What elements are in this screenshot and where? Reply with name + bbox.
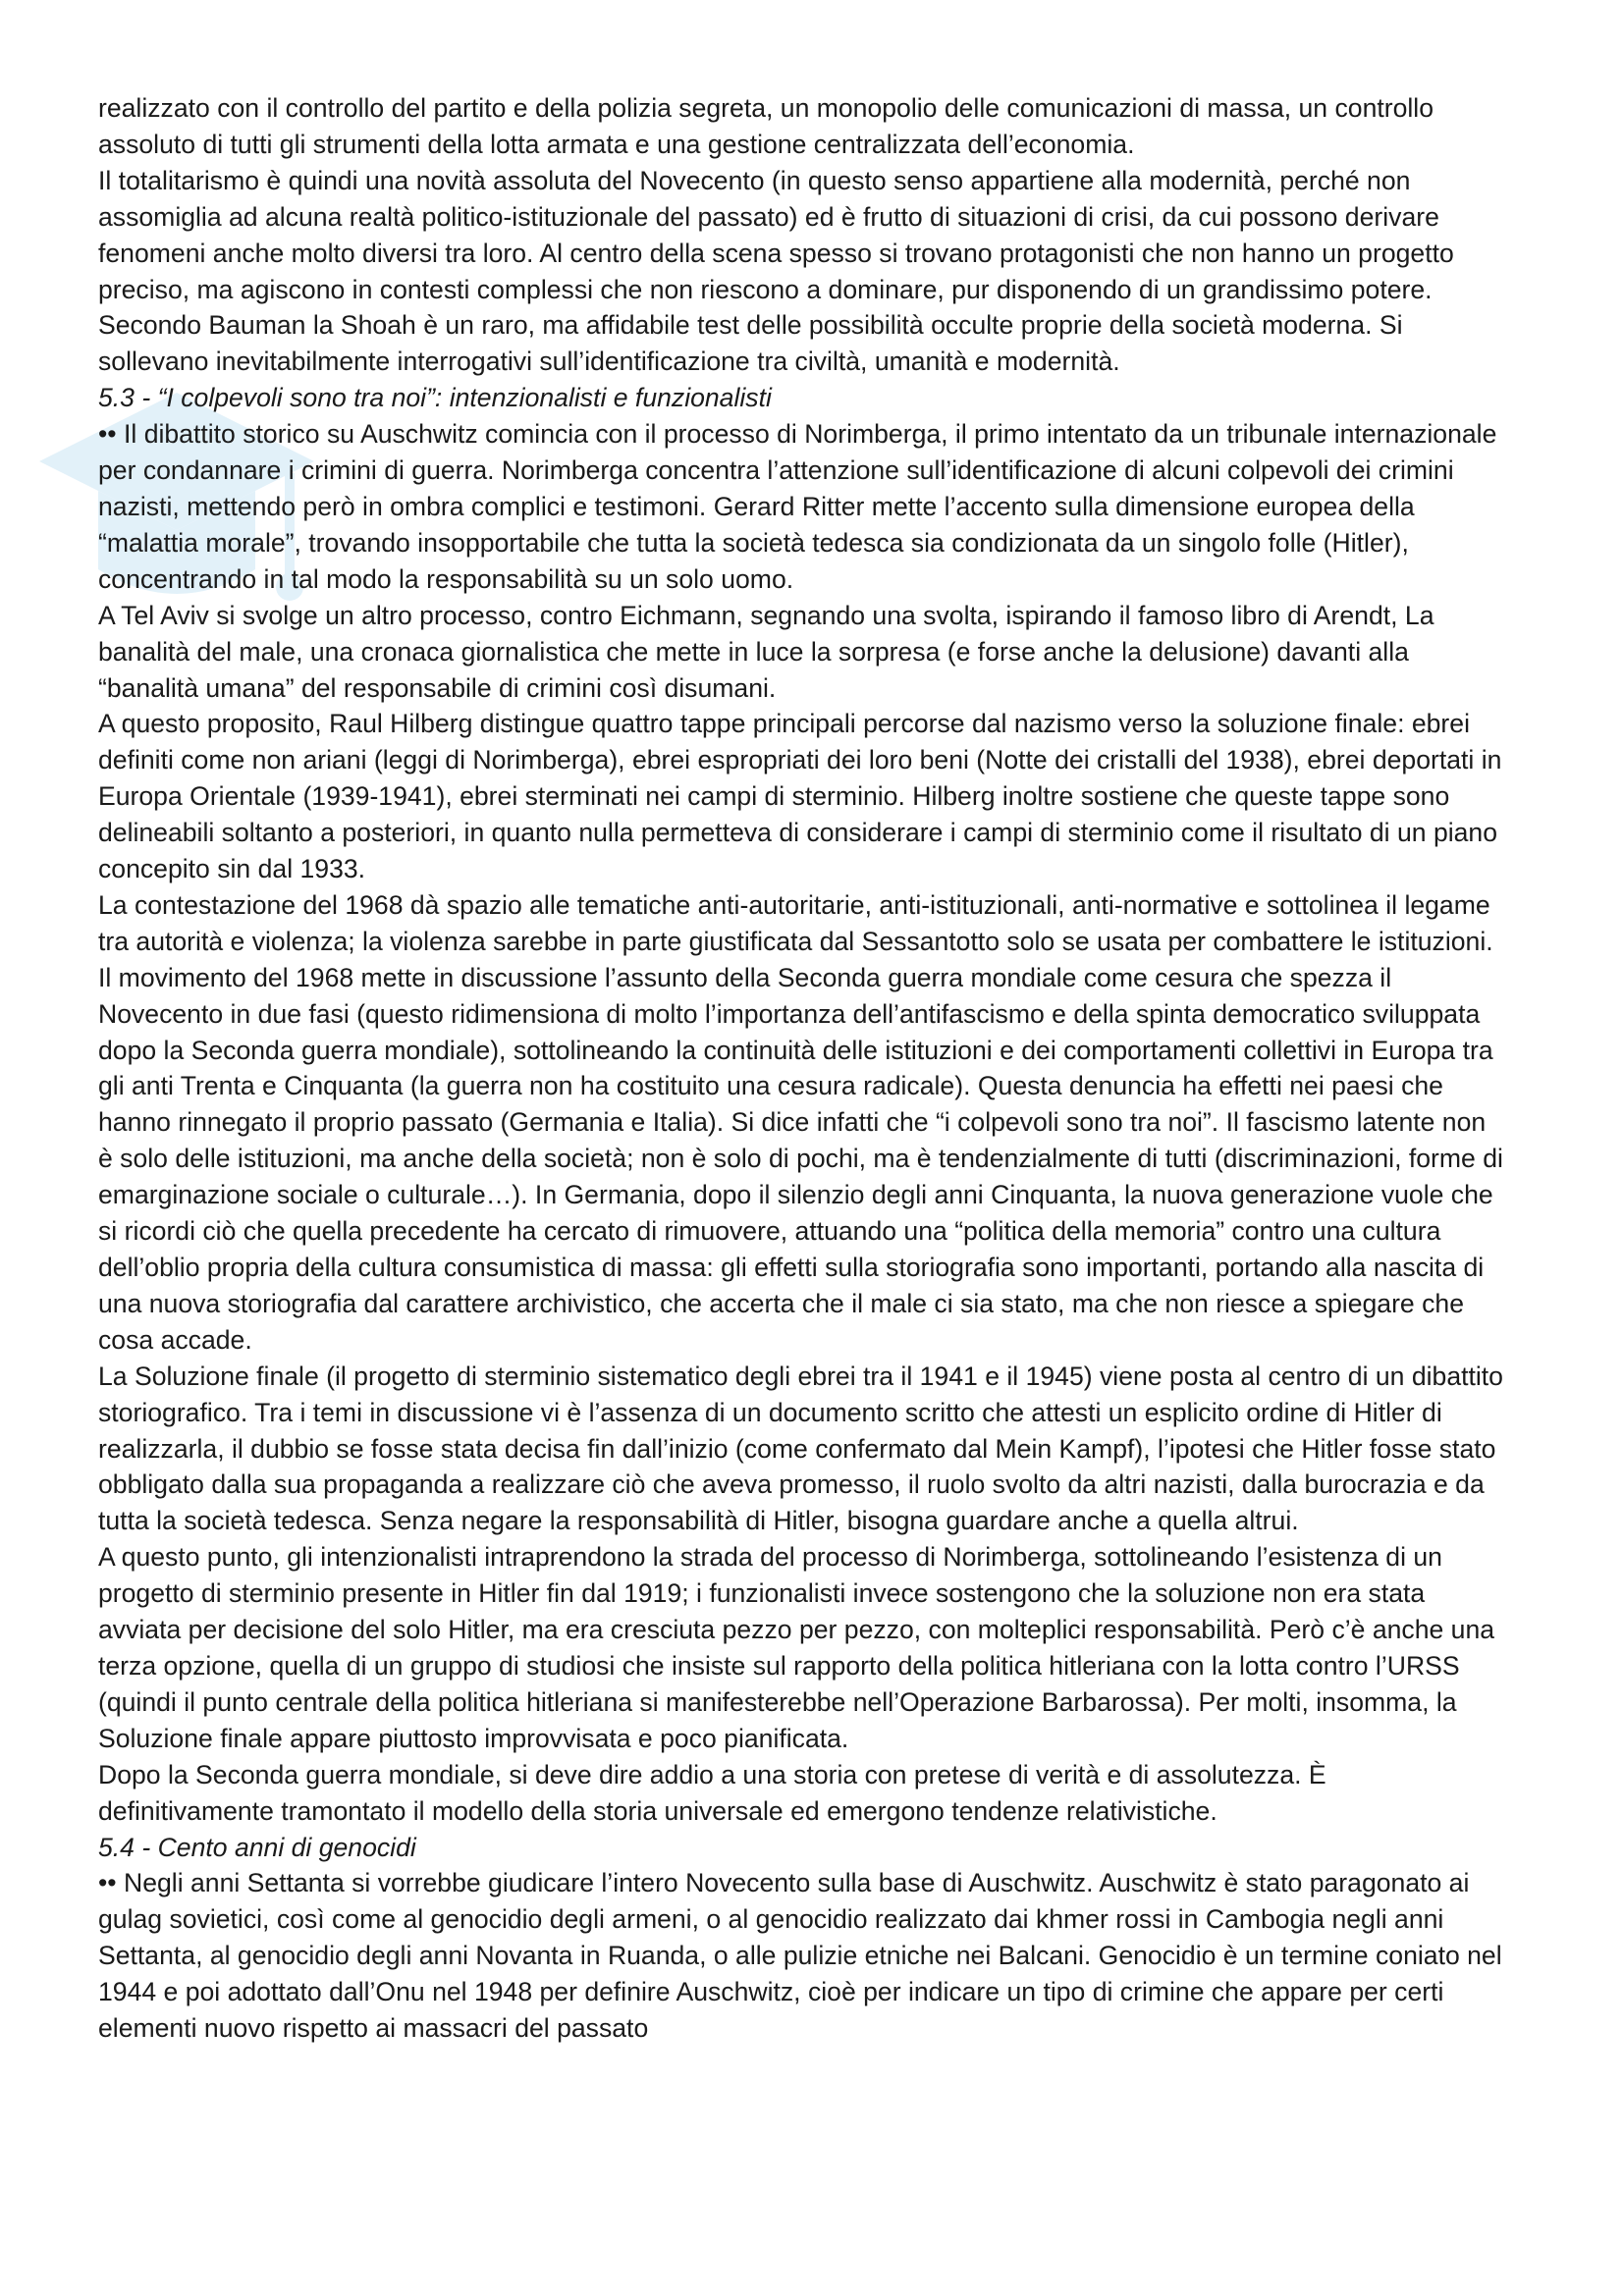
paragraph: •• Negli anni Settanta si vorrebbe giudicare l’intero Novecento sulla base di Auschwitz. Auschwitz è stato paragonato ai gulag sovietici, così come al genocidio degli armeni, o al genocidio realizzato dai khmer rossi in Cambogia negli anni Settanta, al genocidio degli anni Novanta in Ruanda, o alle pulizie etniche nei Balcani. Genocidio è un termine coniato nel 1944 e poi adottato dall’Onu nel 1948 per definire Auschwitz, cioè per indicare un tipo di crimine che appare per certi elementi nuovo rispetto ai massacri del passato (98, 1868, 1502, 2044)
paragraph: La contestazione del 1968 dà spazio alle tematiche anti-autoritarie, anti-istituzionali, anti-normative e sottolinea il legame tra autorità e violenza; la violenza sarebbe in parte giustificata dal Sessantotto solo se usata per combattere le istituzioni. Il movimento del 1968 mette in discussione l’assunto della Seconda guerra mondiale come cesura che spezza il Novecento in due fasi (questo ridimensiona di molto l’importanza dell’antifascismo e della spinta democratico sviluppata dopo la Seconda guerra mondiale), sottolineando la continuità delle istituzioni e dei comportamenti collettivi in Europa tra gli anti Trenta e Cinquanta (la guerra non ha costituito una cesura radicale). Questa denuncia ha effetti nei paesi che hanno rinnegato il proprio passato (Germania e Italia). Si dice infatti che “i colpevoli sono tra noi”. Il fascismo latente non è solo delle istituzioni, ma anche della società; non è solo di pochi, ma è tendenzialmente di tutti (discriminazioni, forme di emarginazione sociale o culturale…). In Germania, dopo il silenzio degli anni Cinquanta, la nuova generazione vuole che si ricordi ciò che quella precedente ha cercato di rimuovere, attuando una “politica della memoria” contro una cultura dell’oblio propria della cultura consumistica di massa: gli effetti sulla storiografia sono importanti, portando alla nascita di una nuova storiografia dal carattere archivistico, che accerta che il male ci sia stato, ma che non riesce a spiegare che cosa accade. (98, 889, 1503, 1355)
paragraph: Secondo Bauman la Shoah è un raro, ma affidabile test delle possibilità occulte proprie della società moderna. Si sollevano inevitabilmente interrogativi sull’identificazione tra civiltà, umanità e modernità. (98, 310, 1403, 377)
paragraph: A questo punto, gli intenzionalisti intraprendono la strada del processo di Norimberga, sottolineando l’esistenza di un progetto di sterminio presente in Hitler fin dal 1919; i funzionalisti invece sostengono che la soluzione non era stata avviata per decisione del solo Hitler, ma era cresciuta pezzo per pezzo, con molteplici responsabilità. Però c’è anche una terza opzione, quella di un gruppo di studiosi che insiste sul rapporto della politica hitleriana con la lotta contro l’URSS (quindi il punto centrale della politica hitleriana si manifesterebbe nell’Operazione Barbarossa). Per molti, insomma, la Soluzione finale appare piuttosto improvvisata e poco pianificata. (98, 1542, 1495, 1753)
paragraph: Dopo la Seconda guerra mondiale, si deve dire addio a una storia con pretese di verità e di assolutezza. È definitivamente tramontato il modello della storia universale ed emergono tendenze relativistiche. (98, 1759, 1326, 1826)
section-heading-5-3: 5.3 - “I colpevoli sono tra noi”: intenzionalisti e funzionalisti (98, 383, 772, 413)
paragraph: Il totalitarismo è quindi una novità assoluta del Novecento (in questo senso appartiene alla modernità, perché non assomiglia ad alcuna realtà politico-istituzionale del passato) ed è frutto di situazioni di crisi, da cui possono derivare fenomeni anche molto diversi tra loro. Al centro della scena spesso si trovano protagonisti che non hanno un progetto preciso, ma agiscono in contesti complessi che non riescono a dominare, pur disponendo di un grandissimo potere. (98, 165, 1454, 304)
paragraph: •• Il dibattito storico su Auschwitz comincia con il processo di Norimberga, il primo intentato da un tribunale internazionale per condannare i crimini di guerra. Norimberga concentra l’attenzione sull’identificazione di alcuni colpevoli dei crimini nazisti, mettendo però in ombra complici e testimoni. Gerard Ritter mette l’accento sulla dimensione europea della “malattia morale”, trovando insopportabile che tutta la società tedesca sia condizionata da un singolo folle (Hitler), concentrando in tal modo la responsabilità su un solo uomo. (98, 419, 1497, 594)
paragraph: A questo proposito, Raul Hilberg distingue quattro tappe principali percorse dal nazismo verso la soluzione finale: ebrei definiti come non ariani (leggi di Norimberga), ebrei espropriati dei loro beni (Notte dei cristalli del 1938), ebrei deportati in Europa Orientale (1939-1941), ebrei sterminati nei campi di sterminio. Hilberg inoltre sostiene che queste tappe sono delineabili soltanto a posteriori, in quanto nulla permetteva di considerare i campi di sterminio come il risultato di un piano concepito sin dal 1933. (98, 709, 1502, 884)
paragraph: realizzato con il controllo del partito e della polizia segreta, un monopolio delle comunicazioni di massa, un controllo assoluto di tutti gli strumenti della lotta armata e una gestione centralizzata dell’economia. (98, 93, 1434, 159)
paragraph: A Tel Aviv si svolge un altro processo, contro Eichmann, segnando una svolta, ispirando il famoso libro di Arendt, La banalità del male, una cronaca giornalistica che mette in luce la sorpresa (e forse anche la delusione) davanti alla “banalità umana” del responsabile di crimini così disumani. (98, 600, 1434, 703)
document-body (98, 90, 1507, 2047)
section-heading-5-4: 5.4 - Cento anni di genocidi (98, 1832, 416, 1862)
paragraph: La Soluzione finale (il progetto di sterminio sistematico degli ebrei tra il 1941 e il 1945) viene posta al centro di un dibattito storiografico. Tra i temi in discussione vi è l’assenza di un documento scritto che attesti un esplicito ordine di Hitler di realizzarla, il dubbio se fosse stata decisa fin dall’inizio (come confermato dal Mein Kampf), l’ipotesi che Hitler fosse stato obbligato dalla sua propaganda a realizzare ciò che aveva promesso, il ruolo svolto da altri nazisti, dalla burocrazia e da tutta la società tedesca. Senza negare la responsabilità di Hitler, bisogna guardare anche a quella altrui. (98, 1361, 1503, 1536)
